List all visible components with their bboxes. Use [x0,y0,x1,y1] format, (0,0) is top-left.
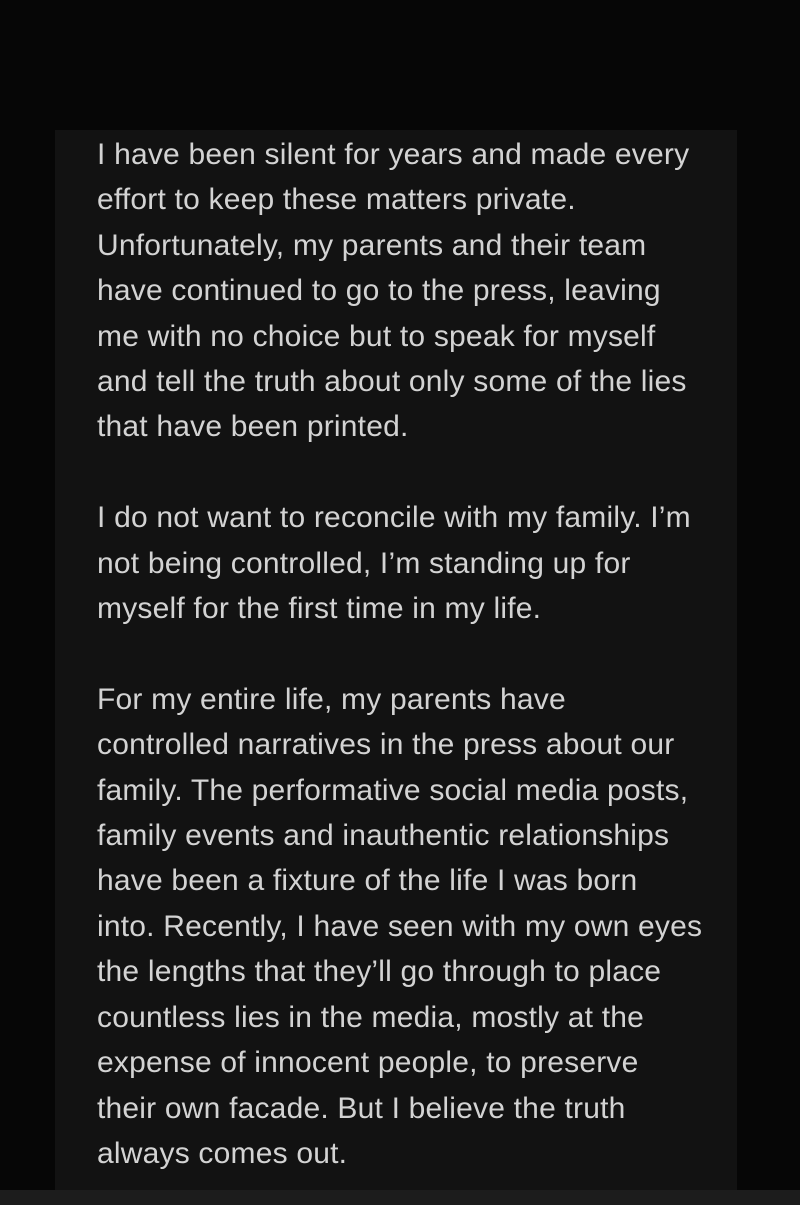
statement-paragraph-3 [97,677,701,1176]
statement-line: controlled narratives in the press about our [97,728,675,762]
statement-line: into. Recently, I have seen with my own eyes [97,909,703,943]
statement-line: not being controlled, I’m standing up for [97,546,631,580]
statement-line: countless lies in the media, mostly at the [97,1000,644,1034]
statement-line: have continued to go to the press, leaving [97,274,661,308]
statement-line: I do not want to reconcile with my family. I’m [97,501,691,535]
statement-line: me with no choice but to speak for myself [97,319,656,353]
statement-line: the lengths that they’ll go through to place [97,955,662,989]
statement-line: myself for the first time in my life. [97,592,542,626]
statement-card [55,130,737,1190]
statement-line: family. The performative social media posts, [97,773,689,807]
statement-line: For my entire life, my parents have [97,682,566,716]
statement-line: expense of innocent people, to preserve [97,1046,639,1080]
statement-line: their own facade. But I believe the truth [97,1091,626,1125]
statement-line: family events and inauthentic relationships [97,819,670,853]
statement-line: Unfortunately, my parents and their team [97,228,647,262]
statement-line: and tell the truth about only some of the lies [97,365,687,399]
statement-line: effort to keep these matters private. [97,183,576,217]
bottom-edge-strip [0,1190,800,1205]
statement-line: that have been printed. [97,410,409,444]
statement-text [97,132,701,1176]
statement-line: have been a fixture of the life I was born [97,864,638,898]
statement-line: I have been silent for years and made every [97,138,690,171]
statement-line: always comes out. [97,1136,348,1170]
statement-paragraph-2 [97,495,701,631]
statement-paragraph-1 [97,132,701,450]
